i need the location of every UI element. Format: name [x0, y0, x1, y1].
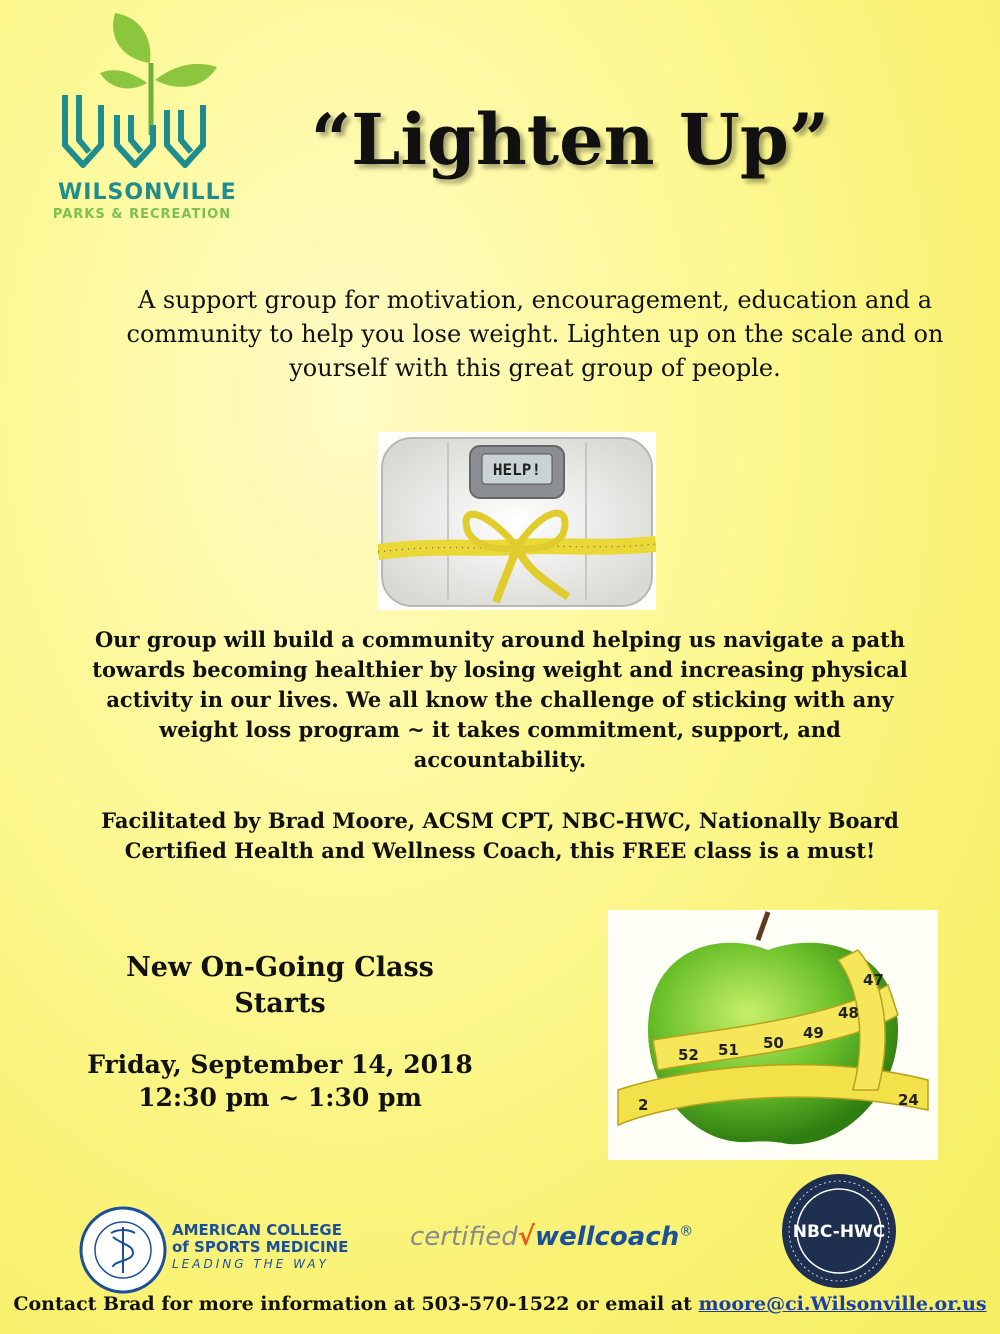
contact-text: Contact Brad for more information at 503-570-1522 or email at: [13, 1293, 692, 1315]
tape-number: 49: [803, 1024, 824, 1042]
tape-number: 52: [678, 1046, 699, 1064]
tape-number: 2: [638, 1096, 649, 1114]
acsm-wordmark: [172, 1222, 352, 1273]
apple-measuring-tape-icon: [608, 910, 938, 1160]
description-paragraph: Our group will build a community around helping us navigate a path towards becoming healthier by losing weight and increasing physical activity in our lives. We all know the challenge of sticking with any weight loss program ~ it takes commitment, support, and accountability.: [92, 627, 908, 772]
contact-line: [10, 1293, 990, 1315]
tape-number: 48: [838, 1004, 859, 1022]
acsm-line2: of SPORTS MEDICINE: [172, 1238, 349, 1256]
intro-text: A support group for motivation, encouragement, education and a community to help you lose weight. Lighten up on the scale and on yourself with this great group of people.: [126, 286, 944, 382]
logo-wordmark: WILSONVILLE: [58, 180, 237, 205]
logo-subtitle: PARKS & RECREATION: [52, 207, 232, 222]
checkmark-icon: √: [517, 1222, 536, 1252]
tape-number: 47: [863, 971, 884, 989]
nbc-hwc-seal-icon: [780, 1172, 898, 1290]
wellcoach-name: wellcoach: [535, 1222, 680, 1252]
acsm-seal-icon: [78, 1205, 168, 1295]
class-schedule: [70, 1048, 490, 1114]
nbc-label: NBC-HWC: [792, 1222, 886, 1242]
tape-number: 24: [898, 1091, 919, 1109]
tape-number: 50: [763, 1034, 784, 1052]
page-title: “Lighten Up”: [310, 98, 830, 181]
class-time: 12:30 pm ~ 1:30 pm: [138, 1083, 422, 1112]
email-link[interactable]: moore@ci.Wilsonville.or.us: [698, 1293, 987, 1315]
registered-mark: ®: [679, 1223, 694, 1240]
acsm-tagline: LEADING THE WAY: [172, 1257, 329, 1271]
scale-display-text: HELP!: [492, 460, 542, 479]
wellcoach-certified: certified: [410, 1222, 518, 1252]
bathroom-scale-icon: [378, 432, 656, 610]
wellcoach-logo: [410, 1222, 730, 1252]
acsm-line1: AMERICAN COLLEGE: [172, 1221, 342, 1239]
class-heading: New On-Going Class Starts: [126, 952, 434, 1019]
tape-number: 51: [718, 1041, 739, 1059]
facilitator-paragraph: Facilitated by Brad Moore, ACSM CPT, NBC-HWC, Nationally Board Certified Health and Wellness Coach, this FREE class is a must!: [101, 808, 899, 863]
class-date: Friday, September 14, 2018: [87, 1050, 473, 1079]
